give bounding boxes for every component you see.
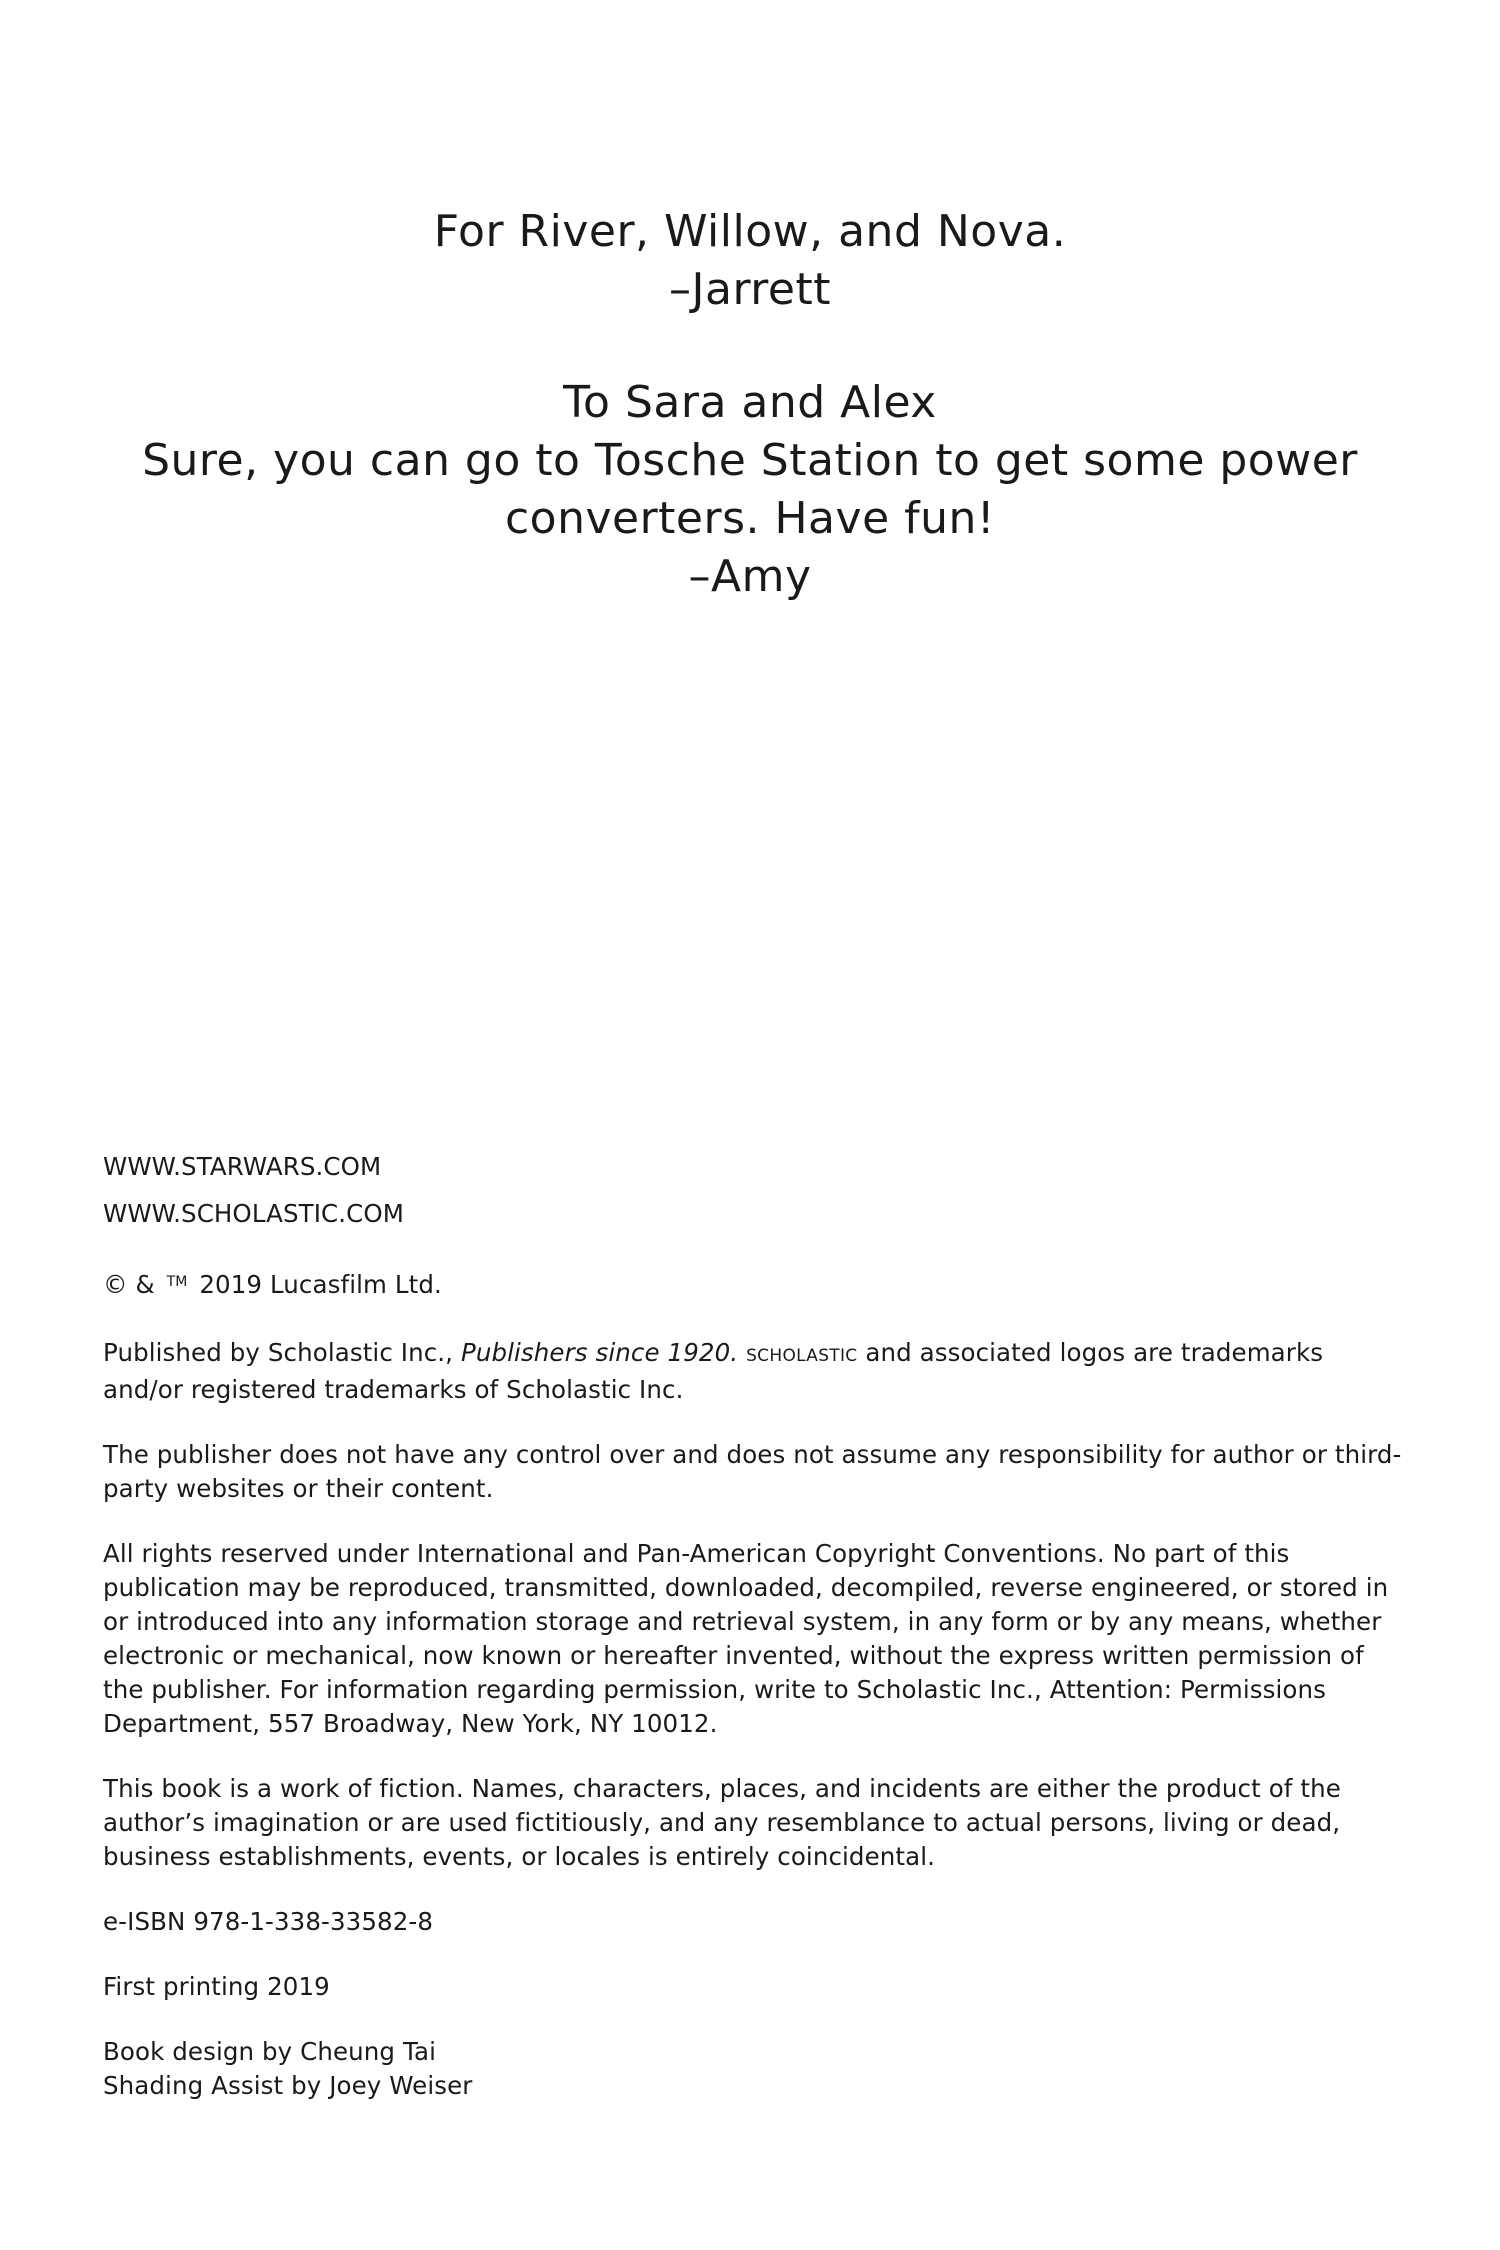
dedication-jarrett <box>0 203 1500 319</box>
rights-reserved-paragraph: All rights reserved under International and Pan-American Copyright Conventions. No part of this publication may be reproduced, transmitted, downloaded, decompiled, reverse engineered, or stored in or introduced into any information storage and retrieval system, in any form or by any means, whether electronic or mechanical, now known or hereafter invented, without the express written permission of the publisher. For information regarding permission, write to Scholastic Inc., Attention: Permissions Department, 557 Broadway, New York, NY 10012. <box>103 1539 1389 1738</box>
publisher-paragraph <box>103 1336 1403 1407</box>
dedication-amy <box>0 374 1500 606</box>
dedication-amy-heading: To Sara and Alex <box>563 377 937 428</box>
dedication-amy-line: Sure, you can go to Tosche Station to get some power <box>142 435 1358 486</box>
copyright-ampersand: & <box>135 1270 155 1299</box>
book-design-credit: Book design by Cheung Tai <box>103 2037 436 2066</box>
copyright-block <box>103 1150 1403 2103</box>
dedication-amy-signature: –Amy <box>688 551 812 602</box>
scholastic-url: WWW.SCHOLASTIC.COM <box>103 1199 404 1228</box>
starwars-url: WWW.STARWARS.COM <box>103 1152 382 1181</box>
copyright-symbol: © <box>103 1270 128 1299</box>
isbn: e-ISBN 978-1-338-33582-8 <box>103 1907 434 1936</box>
dedication-jarrett-line: For River, Willow, and Nova. <box>433 206 1067 257</box>
trademark-symbol: TM <box>166 1274 188 1290</box>
printing: First printing 2019 <box>103 1972 330 2001</box>
published-by: Published by Scholastic Inc., <box>103 1338 454 1367</box>
fiction-notice-paragraph: This book is a work of fiction. Names, characters, places, and incidents are either the product of the author’s imagination or are used fictitiously, and any resemblance to actual persons, living or dead, business establishments, events, or locales is entirely coincidental. <box>103 1774 1341 1871</box>
trademark-text: and associated logos are trademarks and/or registered trademarks of Scholastic Inc. <box>103 1338 1324 1404</box>
publishers-since: Publishers since 1920. <box>460 1338 739 1367</box>
scholastic-wordmark: SCHOLASTIC <box>746 1346 858 1366</box>
publisher-control-paragraph: The publisher does not have any control over and does not assume any responsibility for author or third-party websites or their content. <box>103 1440 1402 1503</box>
copyright-holder: 2019 Lucasfilm Ltd. <box>199 1270 442 1299</box>
dedication-jarrett-signature: –Jarrett <box>669 264 831 315</box>
dedication-amy-line: converters. Have fun! <box>504 493 996 544</box>
copyright-line <box>103 1265 1403 1302</box>
shading-assist-credit: Shading Assist by Joey Weiser <box>103 2071 473 2100</box>
